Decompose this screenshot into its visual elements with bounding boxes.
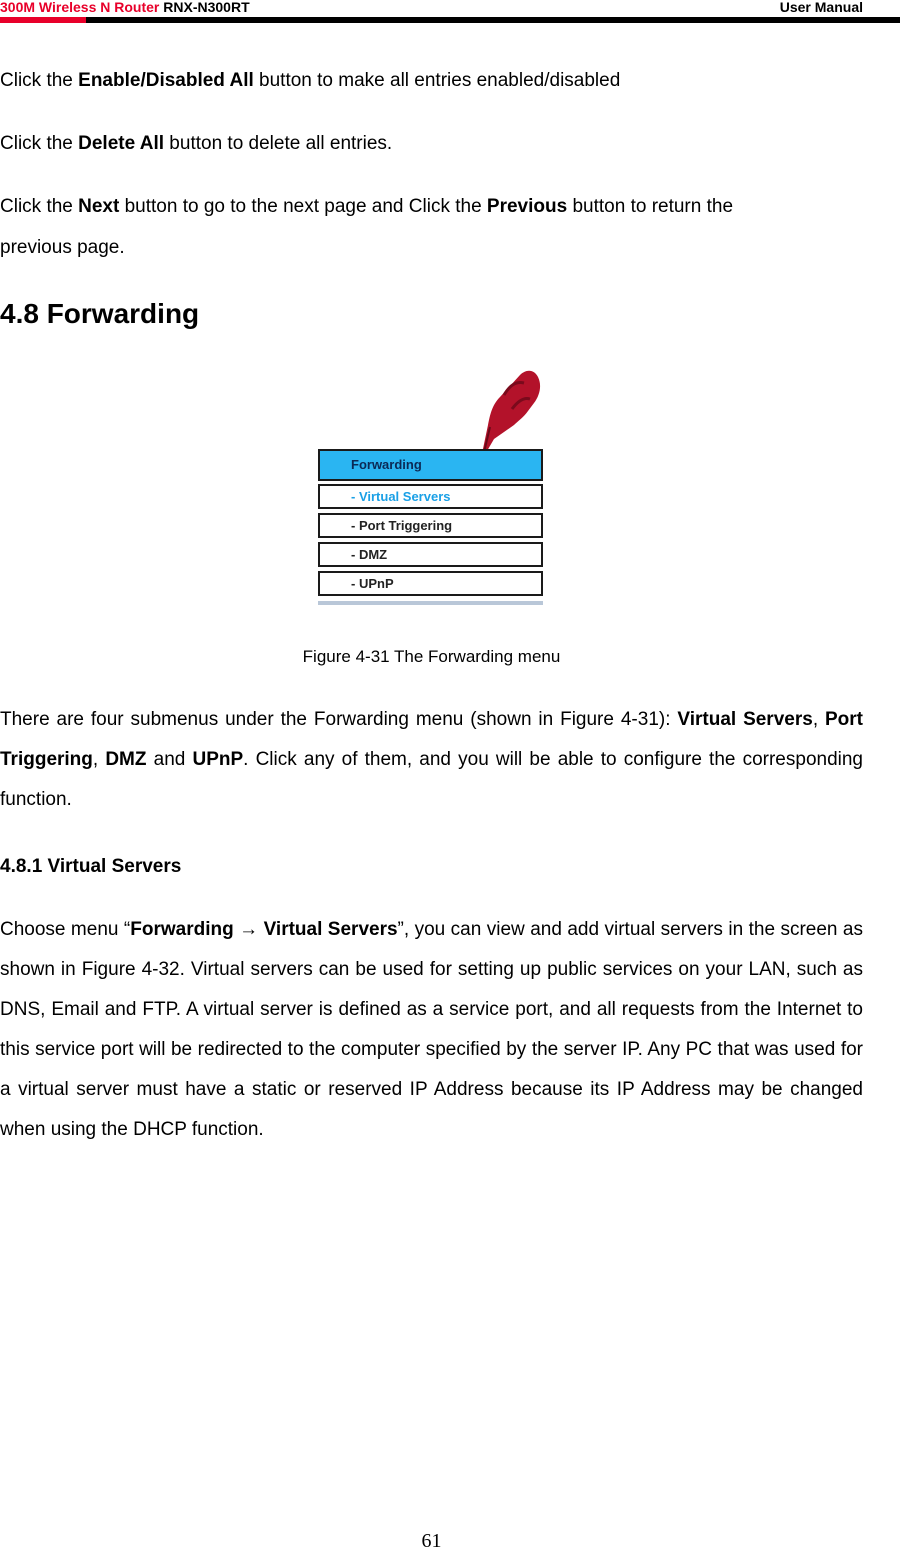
text: button to go to the next page and Click the [119,196,487,217]
submenus-paragraph [0,700,863,820]
virtual-servers-paragraph [0,910,863,1150]
forwarding-menu-figure [318,365,548,607]
port-triggering-term: Port Triggering [0,709,863,770]
delete-all-term: Delete All [78,133,165,154]
delete-all-paragraph [0,132,392,156]
text: and [146,749,193,770]
dmz-term: DMZ [105,749,147,770]
menu-item-upnp[interactable]: - UPnP [318,571,543,596]
header-doc-title: User Manual [779,0,863,15]
text: Click the [0,133,79,154]
forwarding-menu [318,449,543,600]
header-product [0,0,250,15]
menu-scrollbar[interactable] [318,601,543,605]
text: Click the [0,70,79,91]
enable-all-paragraph [0,69,620,93]
text: ”, you can view and add virtual servers in the screen as shown in Figure 4-32. Virtual servers can be used for setting up public services on your LAN, such as DNS, Email and FTP. A virtual server is defined as a service port, and all requests from the Internet to this service port will be redirected to the computer specified by the server IP. Any PC that was used for a virtual server must have a static or reserved IP Address because its IP Address may be changed when using the DHCP function. [0,919,864,1140]
header-rule-red [0,17,86,23]
menu-item-port-triggering[interactable]: - Port Triggering [318,513,543,538]
header-rule-black [86,17,900,23]
menu-item-dmz[interactable]: - DMZ [318,542,543,567]
page-number: 61 [421,1530,442,1552]
text: button to make all entries enabled/disabled [253,70,621,91]
page-header [0,0,900,24]
text: , [812,709,825,730]
text: Click the [0,196,79,217]
text: button to delete all entries. [164,133,393,154]
subsection-title: 4.8.1 Virtual Servers [0,856,182,877]
text: Choose menu “ [0,919,131,940]
text: There are four submenus under the Forwarding menu (shown in Figure 4-31): [0,709,678,730]
menu-item-virtual-servers[interactable]: - Virtual Servers [318,484,543,509]
virtual-servers-term: Virtual Servers [677,709,813,730]
header-brand: 300M Wireless N Router [0,0,160,15]
menu-item-forwarding[interactable]: Forwarding [318,449,543,481]
header-model: RNX-N300RT [159,0,250,15]
menu-path-term: Forwarding → Virtual Servers [130,919,398,940]
previous-term: Previous [486,196,568,217]
figure-caption: Figure 4-31 The Forwarding menu [302,647,561,666]
upnp-term: UPnP [192,749,244,770]
section-title: 4.8 Forwarding [0,298,200,329]
text: . Click any of them, and you will be able to configure the corresponding function. [0,749,863,810]
text: button to return the [567,196,734,217]
text: , [92,749,106,770]
enable-all-term: Enable/Disabled All [78,70,254,91]
next-previous-paragraph-line2: previous page. [0,237,125,258]
next-previous-paragraph [0,195,733,219]
next-term: Next [78,196,120,217]
